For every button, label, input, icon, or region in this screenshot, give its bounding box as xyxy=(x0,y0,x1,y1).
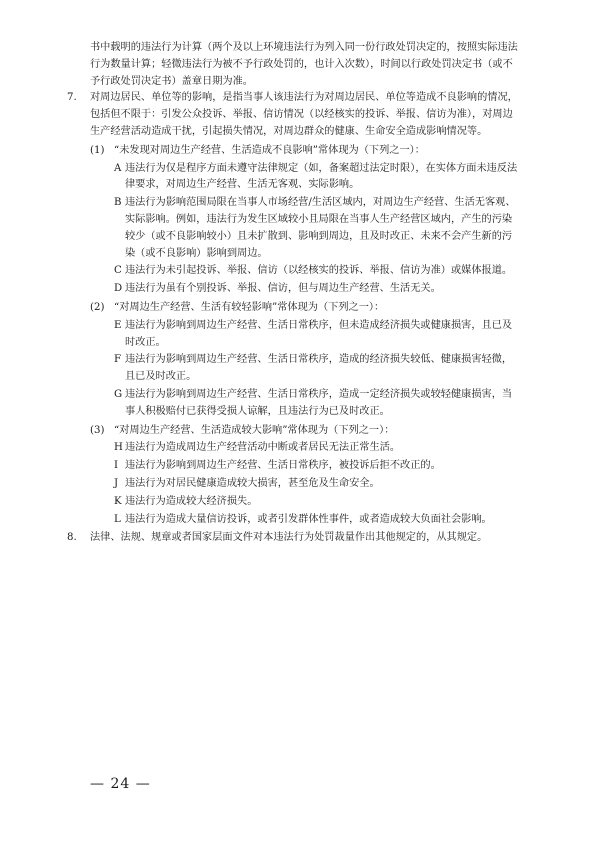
entry-text: 违法行为未引起投诉、举报、信访（以经核实的投诉、举报、信访为准）或媒体报道。 xyxy=(125,265,513,277)
entry-g xyxy=(114,387,522,421)
item-number: 7. xyxy=(67,92,77,104)
entry-letter: F xyxy=(114,354,122,366)
document-body xyxy=(67,40,522,547)
item-number: 8. xyxy=(67,532,77,544)
entry-text: 违法行为影响到周边生产经营、生活日常秩序，但未造成经济损失或健康损害，且已及时改正。 xyxy=(125,319,513,348)
entry-text: 违法行为影响范围局限在当事人市场经营/生活区域内，对周边生产经营、生活无客观、实际影响。例如，违法行为发生区域较小且局限在当事人生产经营区域内，产生的污染较少（或不良影响较小）且未扩散到、影响到周边，且及时改正、未来不会产生新的污染（或不良影响）影响到周边。 xyxy=(125,197,516,259)
item-text: 法律、法规、规章或者国家层面文件对本违法行为处罚裁量作出其他规定的，从其规定。 xyxy=(90,532,488,544)
entry-text: 违法行为影响到周边生产经营、生活日常秩序，造成的经济损失较低、健康损害轻微，且已及时改正。 xyxy=(125,354,513,383)
entry-letter: H xyxy=(114,442,123,454)
item-7 xyxy=(67,90,522,140)
entry-j xyxy=(114,476,522,493)
entry-h xyxy=(114,440,522,457)
entry-text: 违法行为造成周边生产经营活动中断或者居民无法正常生活。 xyxy=(125,442,401,454)
entry-letter: B xyxy=(114,197,122,209)
entry-f xyxy=(114,352,522,386)
sub-item-text: “未发现对周边生产经营、生活造成不良影响”常体现为（下列之一）： xyxy=(114,144,425,156)
entry-text: 违法行为影响到周边生产经营、生活日常秩序，造成一定经济损失或较轻健康损害，当事人积极赔付已获得受损人谅解，且违法行为已及时改正。 xyxy=(125,388,513,417)
item-8 xyxy=(67,530,522,547)
entry-text: 违法行为造成较大经济损失。 xyxy=(125,495,258,507)
entry-e xyxy=(114,318,522,352)
sub-item-number: (3) xyxy=(90,424,105,436)
entry-d xyxy=(114,281,522,298)
entry-k xyxy=(114,494,522,511)
entry-text: 违法行为影响到周边生产经营、生活日常秩序，被投诉后拒不改正的。 xyxy=(125,460,441,472)
sub-item-number: (2) xyxy=(90,301,105,313)
entry-letter: E xyxy=(114,319,122,331)
entry-text: 违法行为仅是程序方面未遵守法律规定（如，备案超过法定时限），在实体方面未违反法律要求，对周边生产经营、生活无客观、实际影响。 xyxy=(125,162,518,191)
entry-letter: C xyxy=(114,265,122,277)
item-text: 对周边居民、单位等的影响，是指当事人该违法行为对周边居民、单位等造成不良影响的情况，包括但不限于：引发公众投诉、举报、信访情况（以经核实的投诉、举报、信访为准），对周边生产经营活动造成干扰，引起损失情况，对周边群众的健康、生命安全造成影响情况等。 xyxy=(90,92,518,137)
sub-item-number: (1) xyxy=(90,144,105,156)
sub-item-2 xyxy=(90,300,522,317)
entry-text: 违法行为虽有个别投诉、举报、信访，但与周边生产经营、生活无关。 xyxy=(125,283,441,295)
continuation-paragraph: 书中载明的违法行为计算（两个及以上环境违法行为列入同一份行政处罚决定的，按照实际违法行为数量计算；轻微违法行为被不予行政处罚的，也计入次数），时间以行政处罚决定书（或不予行政处罚决定书）盖章日期为准。 xyxy=(90,42,518,87)
entry-l xyxy=(114,512,522,529)
entry-letter: L xyxy=(114,513,121,525)
entry-i xyxy=(114,458,522,475)
page-number: — 24 — xyxy=(90,776,151,792)
entry-letter: G xyxy=(114,388,123,400)
entry-b xyxy=(114,195,522,262)
entry-c xyxy=(114,263,522,280)
entry-a xyxy=(114,161,522,195)
entry-text: 违法行为对居民健康造成较大损害，甚至危及生命安全。 xyxy=(125,477,380,489)
entry-letter: I xyxy=(114,460,119,472)
sub-item-text: “对周边生产经营、生活有较轻影响”常体现为（下列之一）： xyxy=(114,301,385,313)
sub-item-3 xyxy=(90,423,522,440)
entry-letter: A xyxy=(114,162,122,174)
entry-letter: D xyxy=(114,283,123,295)
entry-text: 违法行为造成大量信访投诉，或者引发群体性事件，或者造成较大负面社会影响。 xyxy=(125,513,492,525)
sub-item-text: “对周边生产经营、生活造成较大影响”常体现为（下列之一）： xyxy=(114,424,395,436)
entry-letter: K xyxy=(114,495,122,507)
sub-item-1 xyxy=(90,143,522,160)
entry-letter: J xyxy=(114,477,119,489)
